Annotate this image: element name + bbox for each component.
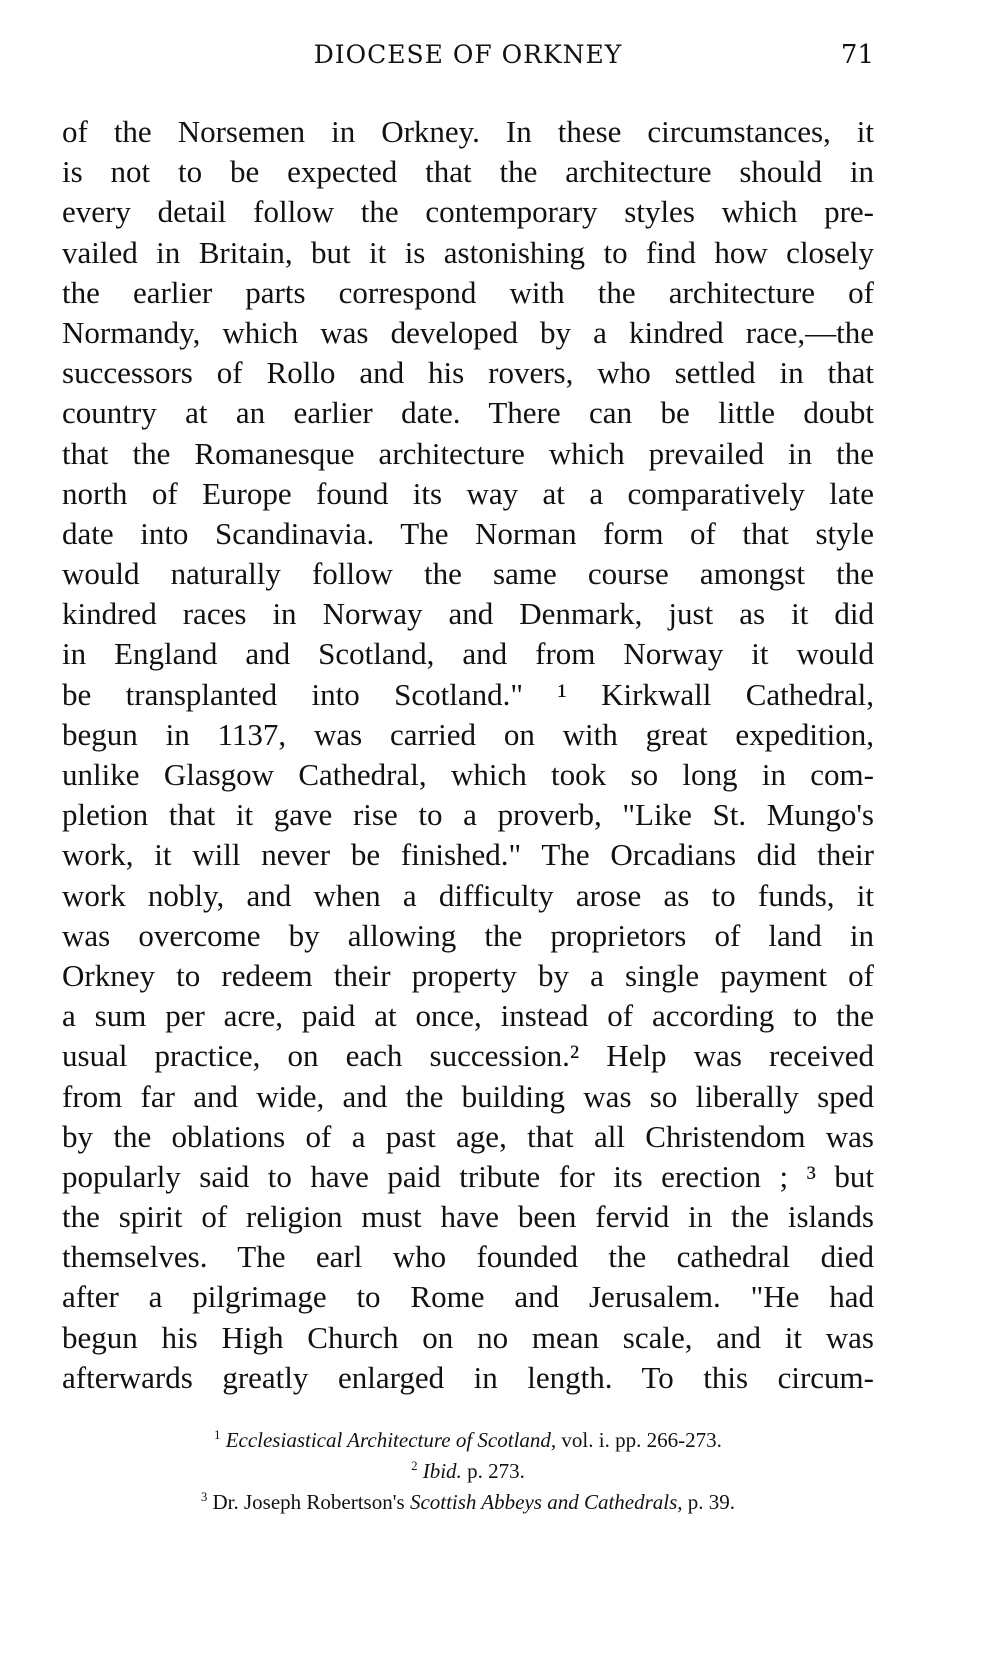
footnote-text: vol. i. pp. 266-273. — [556, 1428, 722, 1452]
text-line: usual practice, on each succession.² Help was received — [62, 1038, 874, 1074]
text-line: be transplanted into Scotland." ¹ Kirkwall Cathedral, — [62, 676, 874, 712]
text-line: by the oblations of a past age, that all Christendom was — [62, 1118, 874, 1154]
text-line: north of Europe found its way at a comparatively late — [62, 475, 874, 511]
text-line: themselves. The earl who founded the cathedral died — [62, 1239, 874, 1275]
text-line: the earlier parts correspond with the architecture of — [62, 274, 874, 310]
text-line: every detail follow the contemporary styles which pre- — [62, 194, 874, 230]
text-line: date into Scandinavia. The Norman form of that style — [62, 515, 874, 551]
footnote-mark: 1 — [214, 1428, 221, 1442]
footnote-text: Dr. Joseph Robertson's — [212, 1490, 410, 1514]
text-line: country at an earlier date. There can be little doubt — [62, 395, 874, 431]
text-line: begun his High Church on no mean scale, and it was — [62, 1319, 874, 1355]
text-line: the spirit of religion must have been fervid in the islands — [62, 1199, 874, 1235]
footnote-2 — [62, 1453, 874, 1484]
footnote-mark: 3 — [200, 1490, 208, 1504]
footnote-text: p. 273. — [461, 1459, 525, 1483]
footnote-text: p. 39. — [682, 1490, 736, 1514]
text-line: vailed in Britain, but it is astonishing to find how closely — [62, 234, 874, 270]
text-line: pletion that it gave rise to a proverb, "Like St. Mungo's — [62, 797, 874, 833]
text-line: begun in 1137, was carried on with great expedition, — [62, 716, 874, 752]
text-line: was overcome by allowing the proprietors of land in — [62, 917, 874, 953]
text-line: of the Norsemen in Orkney. In these circumstances, it — [62, 114, 874, 149]
text-line: a sum per acre, paid at once, instead of according to the — [62, 998, 874, 1034]
text-line: successors of Rollo and his rovers, who settled in that — [62, 355, 874, 391]
page-number: 71 — [840, 40, 874, 70]
text-line: in England and Scotland, and from Norway it would — [62, 636, 874, 672]
running-title: DIOCESE OF ORKNEY — [313, 40, 623, 69]
text-line: Orkney to redeem their property by a single payment of — [62, 957, 874, 993]
body-text — [62, 112, 874, 1398]
text-line: would naturally follow the same course amongst the — [62, 556, 874, 592]
page-header — [62, 40, 874, 76]
footnote-title: Ibid. — [422, 1459, 462, 1483]
text-line: from far and wide, and the building was so liberally sped — [62, 1078, 874, 1114]
text-line: Normandy, which was developed by a kindred race,—the — [62, 314, 874, 350]
text-line: work nobly, and when a difficulty arose as to funds, it — [62, 877, 874, 913]
footnote-3 — [62, 1484, 874, 1515]
text-line: afterwards greatly enlarged in length. To this circum- — [62, 1359, 874, 1395]
text-line: unlike Glasgow Cathedral, which took so long in com- — [62, 757, 874, 792]
text-line: that the Romanesque architecture which prevailed in the — [62, 435, 874, 471]
footnote-title: Scottish Abbeys and Cathedrals, — [409, 1490, 683, 1514]
footnote-1 — [62, 1422, 874, 1453]
text-line: after a pilgrimage to Rome and Jerusalem. "He had — [62, 1279, 874, 1315]
footnote-mark: 2 — [411, 1459, 418, 1473]
text-line: is not to be expected that the architecture should in — [62, 154, 874, 190]
text-line: kindred races in Norway and Denmark, just as it did — [62, 596, 874, 632]
footnotes — [62, 1422, 874, 1515]
text-line: work, it will never be finished." The Orcadians did their — [62, 837, 874, 873]
text-line: popularly said to have paid tribute for its erection ; ³ but — [62, 1158, 874, 1194]
footnote-title: Ecclesiastical Architecture of Scotland, — [225, 1428, 557, 1452]
